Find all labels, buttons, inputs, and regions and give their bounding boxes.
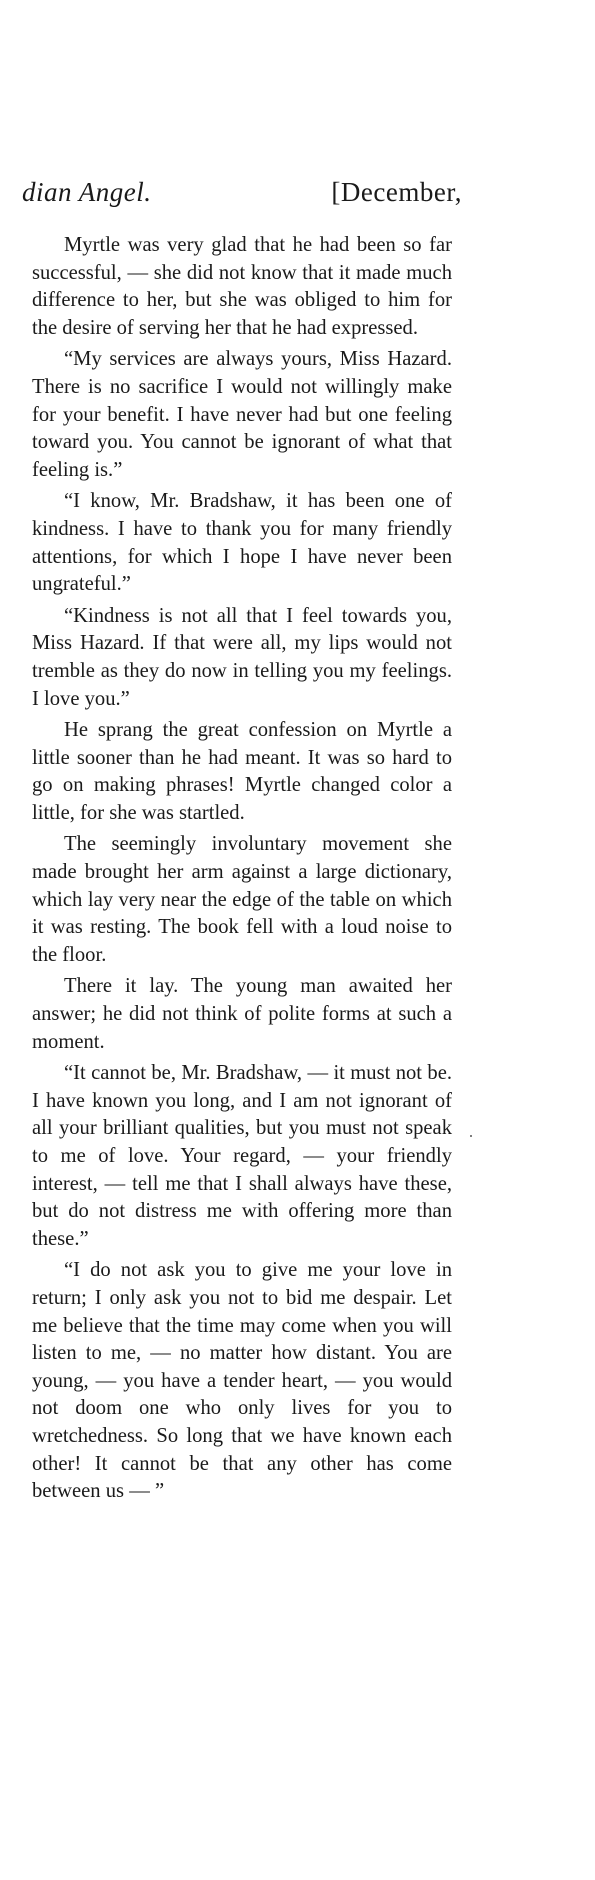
body-text (32, 232, 452, 1510)
paragraph: “My services are always yours, Miss Hazard. There is no sacrifice I would not willingly make for your benefit. I have never had but one feeling toward you. You cannot be ignorant of what that feeling is.” (32, 348, 452, 481)
running-title: dian Angel. (22, 177, 152, 207)
paragraph: “I know, Mr. Bradshaw, it has been one of kindness. I have to thank you for many friendly attentions, for which I hope I have never been ungrateful.” (32, 490, 452, 596)
paragraph: There it lay. The young man awaited her answer; he did not think of polite forms at such a moment. (32, 975, 452, 1053)
paragraph: The seemingly involuntary movement she made brought her arm against a large dictionary, which lay very near the edge of the table on which it was resting. The book fell with a loud noise to the floor. (32, 833, 452, 966)
print-speck (470, 1135, 472, 1137)
paragraph: “Kindness is not all that I feel towards you, Miss Hazard. If that were all, my lips would not tremble as they do now in telling you my feelings. I love you.” (32, 604, 452, 710)
running-month: [December, (331, 177, 462, 207)
running-head (22, 172, 462, 212)
paragraph: Myrtle was very glad that he had been so far successful, — she did not know that it made much difference to her, but she was obliged to him for the desire of serving her that he had expressed. (32, 234, 452, 339)
paragraph: “It cannot be, Mr. Bradshaw, — it must not be. I have known you long, and I am not ignorant of all your brilliant qualities, but you must not speak to me of love. Your regard, — your friendly interest, — tell me that I shall always have these, but do not distress me with offering more than these.” (32, 1062, 452, 1250)
paragraph: He sprang the great confession on Myrtle a little sooner than he had meant. It was so hard to go on making phrases! Myrtle changed color a little, for she was startled. (32, 719, 452, 824)
paragraph: “I do not ask you to give me your love in return; I only ask you not to bid me despair. Let me believe that the time may come when you will listen to me, — no matter how distant. You are young, — you have a tender heart, — you would not doom one who only lives for you to wretchedness. So long that we have known each other! It cannot be that any other has come between us — ” (32, 1259, 452, 1503)
